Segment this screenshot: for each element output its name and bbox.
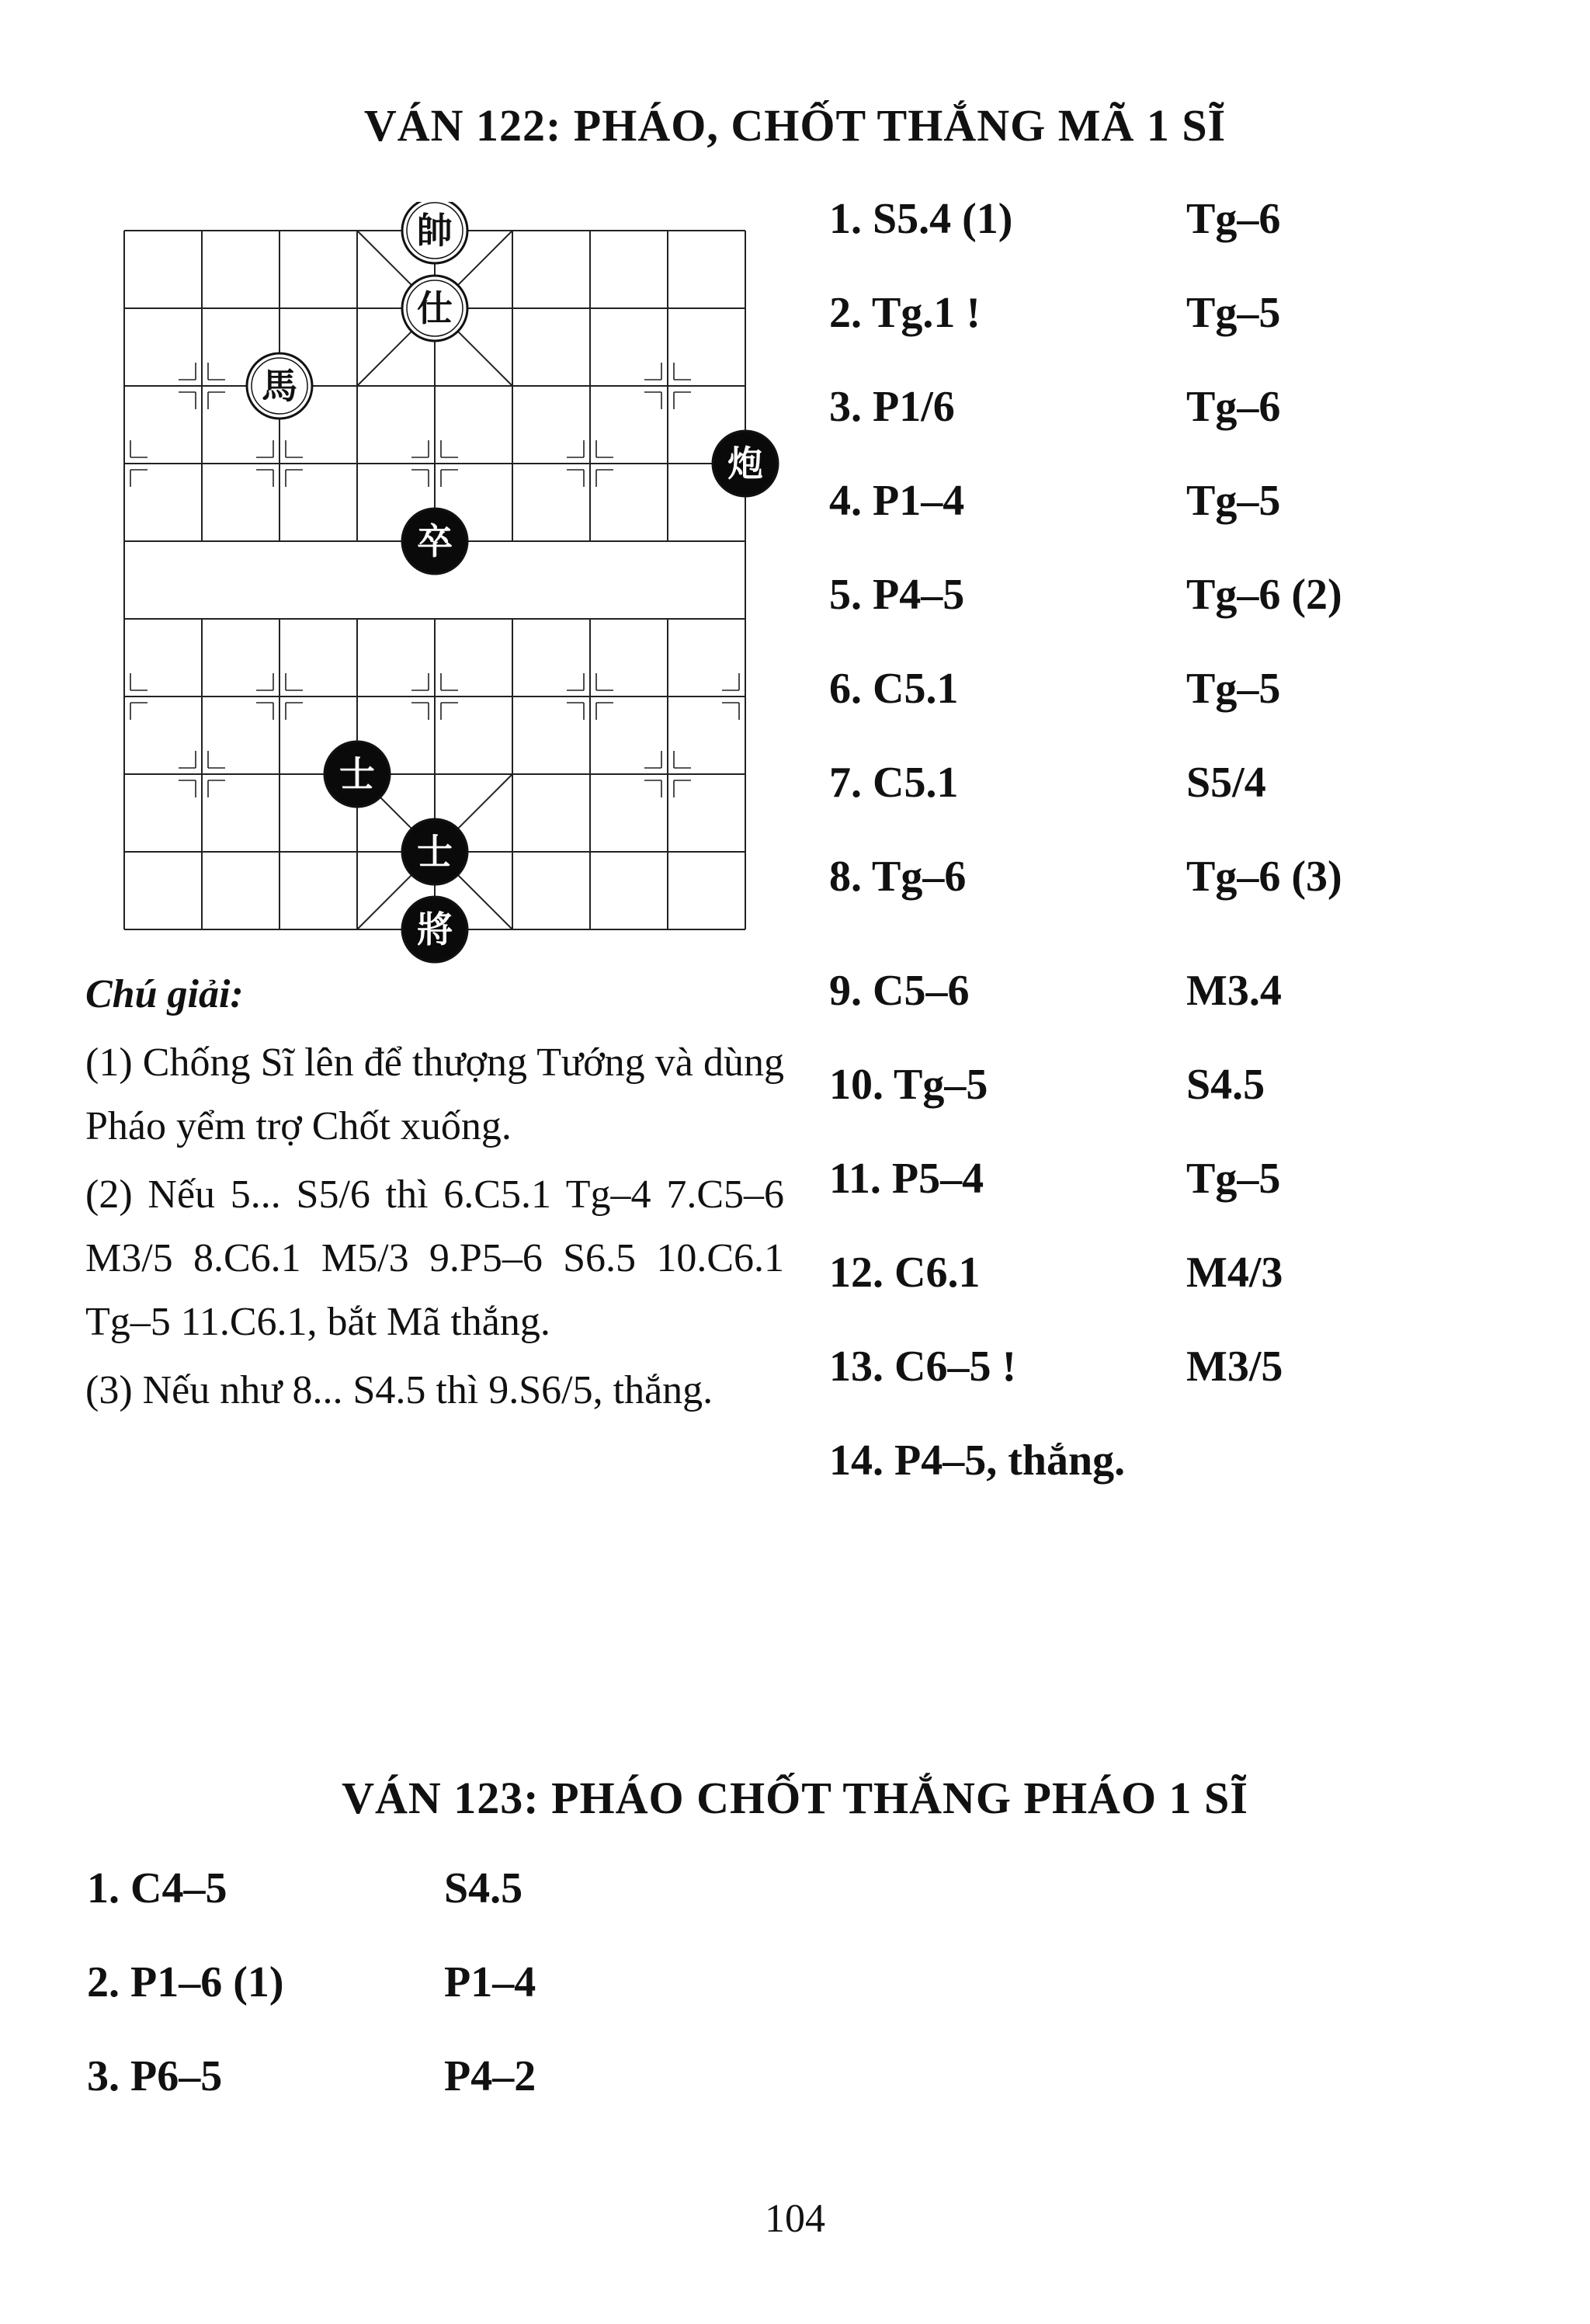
black-advisor-piece-2 (402, 819, 467, 884)
notes-heading: Chú giải: (85, 972, 244, 1016)
red-move: 7. C5.1 (829, 759, 959, 807)
red-move: 5. P4–5 (829, 571, 965, 619)
note-3: (3) Nếu như 8... S4.5 thì 9.S6/5, thắng. (85, 1368, 713, 1412)
note-2: (2) Nếu 5... S5/6 thì 6.C5.1 Tg–4 7.C5–6 M3/5 8.C6.1 M5/3 9.P5–6 S6.5 10.C6.1 Tg–5 11.C6.1, bắt Mã thắng. (85, 1172, 784, 1344)
red-move: 8. Tg–6 (829, 853, 967, 901)
red-move: 1. C4–5 (87, 1864, 227, 1912)
red-king-piece (402, 202, 467, 263)
red-move: 3. P1/6 (829, 383, 955, 431)
black-move: S4.5 (1186, 1061, 1265, 1109)
black-move: Tg–6 (2) (1186, 571, 1342, 619)
black-move: Tg–5 (1186, 289, 1281, 337)
red-move: 13. C6–5 ! (829, 1343, 1017, 1391)
red-move: 9. C5–6 (829, 967, 970, 1015)
black-move: Tg–5 (1186, 1155, 1281, 1203)
red-move: 12. C6.1 (829, 1249, 981, 1297)
piece-label: 炮 (727, 443, 763, 485)
red-horse-piece (247, 353, 312, 419)
black-move: S5/4 (1186, 759, 1266, 807)
xiangqi-board (116, 202, 784, 978)
black-cannon-piece (713, 431, 778, 496)
black-move: S4.5 (444, 1864, 523, 1912)
piece-label: 卒 (417, 520, 453, 562)
black-move: M3.4 (1186, 967, 1282, 1015)
red-move: 10. Tg–5 (829, 1061, 988, 1109)
black-advisor-piece-1 (325, 742, 390, 807)
piece-label: 仕 (417, 287, 453, 329)
black-general-piece (402, 897, 467, 962)
red-move: 14. P4–5, thắng. (829, 1436, 1126, 1485)
black-pawn-piece (402, 509, 467, 574)
black-move: Tg–6 (1186, 195, 1281, 243)
black-move: Tg–5 (1186, 477, 1281, 525)
board-svg (116, 202, 784, 978)
red-move: 11. P5–4 (829, 1155, 984, 1203)
piece-label: 馬 (262, 365, 297, 407)
red-advisor-piece (402, 276, 467, 341)
red-move: 6. C5.1 (829, 665, 959, 713)
piece-label: 士 (417, 831, 453, 873)
red-move: 4. P1–4 (829, 477, 965, 525)
page-number: 104 (765, 2197, 825, 2241)
black-move: P1–4 (444, 1958, 536, 2006)
game-123-title: VÁN 123: PHÁO CHỐT THẮNG PHÁO 1 SĨ (342, 1773, 1248, 1823)
red-move: 1. S5.4 (1) (829, 195, 1013, 243)
black-move: P4–2 (444, 2052, 536, 2100)
red-move: 3. P6–5 (87, 2052, 223, 2100)
red-move: 2. P1–6 (1) (87, 1958, 284, 2006)
black-move: M3/5 (1186, 1343, 1283, 1391)
black-move: Tg–6 (3) (1186, 853, 1342, 901)
black-move: Tg–5 (1186, 665, 1281, 713)
note-1: (1) Chống Sĩ lên để thượng Tướng và dùng Pháo yểm trợ Chốt xuống. (85, 1040, 784, 1148)
game-122-title: VÁN 122: PHÁO, CHỐT THẮNG MÃ 1 SĨ (363, 100, 1227, 151)
piece-label: 帥 (417, 210, 453, 252)
black-move: M4/3 (1186, 1249, 1283, 1297)
red-move: 2. Tg.1 ! (829, 289, 981, 337)
piece-label: 將 (417, 908, 453, 950)
piece-label: 士 (339, 753, 375, 795)
black-move: Tg–6 (1186, 383, 1281, 431)
annotations (85, 963, 784, 1427)
